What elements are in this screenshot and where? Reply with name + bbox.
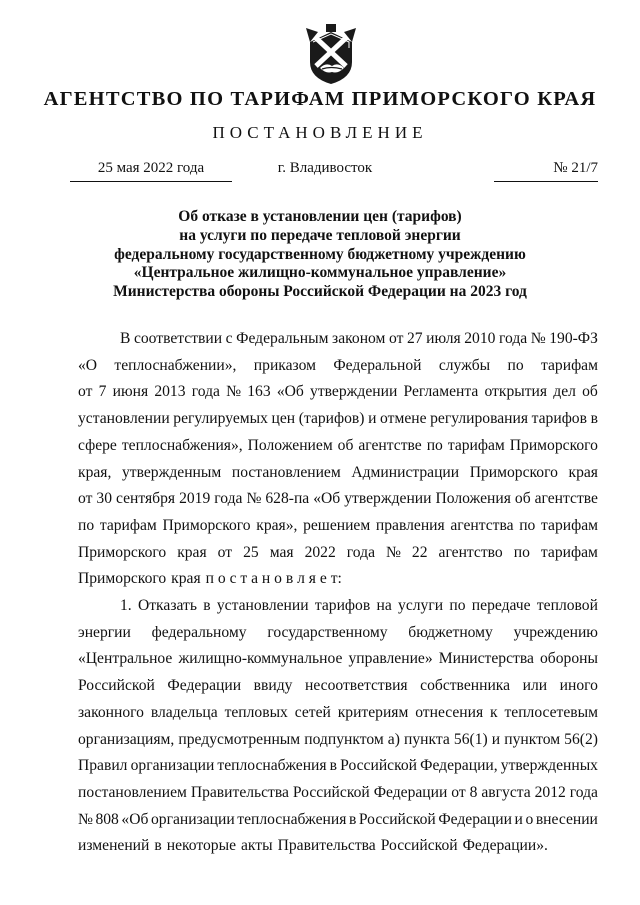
body-line [78,353,598,380]
body-word: изменений [78,837,150,855]
body-word: Федерации [438,810,512,828]
document-date: 25 мая 2022 года [70,160,232,182]
body-line [78,460,598,487]
body-line [78,700,598,727]
body-line [78,433,598,460]
body-word: владельца [150,703,218,721]
body-word: 22 [411,543,428,561]
body-word: края [171,570,201,588]
body-word: несоответствия [305,677,408,695]
body-word: № [226,383,242,401]
body-word: года [569,783,598,801]
body-word: Приморского [469,463,558,481]
body-word: № [246,490,262,508]
body-word: услуги [398,597,444,615]
body-word: года [346,543,375,561]
body-word: некоторые [166,837,236,855]
body-line [78,780,598,807]
body-word: теплоснабжения [237,810,347,828]
body-word: тарифам [541,516,598,534]
body-word: службы [438,356,491,374]
body-word: агентстве [358,436,422,454]
body-word: № [78,810,93,828]
body-word: по [507,356,524,374]
body-word: дел [553,383,576,401]
body-word: передаче [471,597,531,615]
body-word: теплоснабжения [217,757,327,775]
body-word: цен [271,410,296,428]
body-word: Министерства [438,650,534,668]
title-line: Об отказе в установлении цен (тарифов) [178,208,462,225]
body-word: тарифам [99,516,157,534]
coat-of-arms-icon [300,22,362,86]
body-word: по [513,543,530,561]
body-word: законного [78,703,144,721]
body-word: отмене [380,410,427,428]
body-word: законом [332,330,386,347]
body-word: 8 [469,783,478,801]
body-word: учреждению [513,623,598,641]
body-word: июля [426,330,461,347]
body-word: установлении [216,597,309,615]
body-line [78,326,598,353]
body-word: 56(2) [564,730,598,748]
body-line [78,727,598,754]
body-word: с [225,330,233,347]
body-word: регулирования [430,410,529,428]
body-word: регулируемых [173,410,268,428]
body-word: 1. [120,597,132,615]
body-line [78,753,598,780]
body-word: в [154,837,162,855]
body-word: по [519,516,536,534]
body-word: июня [112,383,149,401]
body-word: от [217,543,233,561]
body-word: 27 [406,330,423,347]
body-word: Правительства [190,783,289,801]
body-word: Положением [247,436,333,454]
body-word: по [449,597,466,615]
body-line [78,540,598,567]
body-word: Российской [380,837,458,855]
body-word: от [388,330,404,347]
body-word: тарифам [541,356,598,374]
title-line: «Центральное жилищно-коммунальное управление» [133,264,507,282]
body-word: агентства [450,516,514,534]
title-line: федеральному государственному бюджетному учреждению [114,245,526,263]
body-word: Правил [78,757,128,775]
body-word: к [490,703,498,721]
body-word: Федеральной [333,356,422,374]
body-word: организации [150,810,235,828]
body-word: в [203,597,211,615]
agency-name: АГЕНТСТВО ПО ТАРИФАМ ПРИМОРСКОГО КРАЯ [43,88,597,110]
body-word: В [120,330,131,347]
body-word: тарифам [540,543,598,561]
body-line [78,379,598,406]
body-word: в [329,757,338,775]
body-word: тарифов [531,410,587,428]
body-word: теплосетевым [504,703,598,721]
body-word: Администрации [351,463,460,481]
body-word: по [426,436,443,454]
body-word: «Центральное [78,650,173,668]
body-line [78,593,598,620]
body-word: приказом [253,356,316,374]
body-word: 2013 [154,383,186,401]
document-title [60,208,580,302]
body-word: об [514,490,531,508]
body-word: «Об [313,490,341,508]
body-word: № [530,330,546,347]
body-word: Положения [435,490,511,508]
document-city: г. Владивосток [277,160,373,176]
body-line [78,807,598,834]
body-word: Приморского [509,436,598,454]
body-word: края, [78,463,112,481]
body-word: (тарифов) [298,410,365,428]
body-line [78,673,598,700]
body-word: организации [130,757,215,775]
body-word: Российской [78,677,155,695]
body-word: Российской [340,757,418,775]
body-word: края [177,543,207,561]
body-word: п о с т а н о в л я е т: [205,570,342,588]
body-word: «О [78,356,98,374]
body-word: о [525,810,534,828]
body-word: от [78,490,93,508]
body-word: собственника [420,677,511,695]
body-word: Федерации [167,677,242,695]
body-word: 2019 [179,490,211,508]
body-word: тепловых [224,703,288,721]
body-word: соответствии [133,330,223,347]
body-word: акты [241,837,273,855]
body-word: по [78,516,95,534]
body-word: Российской [358,810,436,828]
body-word: решением [303,516,371,534]
body-word: управление» [348,650,433,668]
body-word: Приморского [78,570,167,588]
document-body [78,326,598,860]
body-word: отнесения [415,703,484,721]
body-word: государственному [267,623,388,641]
body-word: 7 [98,383,107,401]
body-word: а) [387,730,400,748]
body-word: агентство [438,543,503,561]
body-word: об [582,383,598,401]
body-word: теплоснабжении», [114,356,237,374]
body-word: критериям [337,703,409,721]
body-word: 2010 [464,330,496,347]
body-word: сентября [116,490,176,508]
body-word: Федеральным [236,330,329,347]
document-number: № 21/7 [494,160,598,182]
body-word: подпунктом [304,730,384,748]
body-word: и [491,730,501,748]
body-word: пункта [404,730,450,748]
body-word: 56(1) [453,730,488,748]
body-word: «Об [121,810,149,828]
body-word: Российской [292,783,370,801]
body-word: внесении [535,810,598,828]
body-word: агентстве [534,490,598,508]
body-word: предусмотренным [178,730,301,748]
body-word: утверждении [310,383,398,401]
body-word: об [337,436,354,454]
body-word: года [214,490,243,508]
body-line [78,646,598,673]
body-word: в [590,410,598,428]
body-word: и [514,810,523,828]
body-word: Федерации [373,783,448,801]
body-word: тарифам [447,436,505,454]
body-word: 2022 [304,543,336,561]
body-word: правления [375,516,445,534]
body-word: бюджетному [408,623,493,641]
body-word: организациям, [78,730,175,748]
body-word: Приморского [78,543,167,561]
body-word: и [368,410,377,428]
body-word: года [498,330,528,347]
body-word: жилищно-коммунальное [178,650,343,668]
body-word: установлении [78,410,170,428]
body-word: 628-па [265,490,310,508]
body-word: утвержденных [500,757,598,775]
body-word: года [191,383,220,401]
body-word: на [376,597,392,615]
body-word: Федерации». [462,837,548,855]
body-word: федеральному [151,623,247,641]
body-word: постановлением [78,783,187,801]
body-word: в [348,810,357,828]
body-line [78,486,598,513]
body-word: иного [559,677,598,695]
body-word: Регламента [403,383,479,401]
body-word: августа [481,783,531,801]
body-word: Приморского [162,516,251,534]
body-word: 25 [243,543,259,561]
body-word: от [78,383,93,401]
body-word: теплоснабжения», [121,436,243,454]
body-word: обороны [540,650,598,668]
body-word: или [522,677,548,695]
document-type: ПОСТАНОВЛЕНИЕ [212,123,428,142]
body-word: Федерации, [420,757,498,775]
title-line: Министерства обороны Российской Федерации на 2023 год [113,283,527,301]
body-line [78,833,598,860]
body-word: № [386,543,401,561]
title-line: на услуги по передаче тепловой энергии [179,226,461,244]
body-word: края [568,463,598,481]
body-word: сетей [294,703,331,721]
body-word: мая [269,543,294,561]
body-word: утверждении [344,490,432,508]
body-word: утвержденным [121,463,222,481]
body-line [78,513,598,540]
body-word: от [451,783,466,801]
body-word: 30 [96,490,112,508]
body-word: края», [256,516,298,534]
body-word: Отказать [137,597,197,615]
body-word: тепловой [536,597,598,615]
body-word: сфере [78,436,117,454]
body-line [78,566,598,593]
body-word: открытия [484,383,548,401]
body-word: Правительства [277,837,376,855]
body-word: пунктом [504,730,561,748]
body-word: постановлением [231,463,341,481]
body-word: 190-ФЗ [549,330,598,347]
body-word: ввиду [253,677,293,695]
body-word: 163 [247,383,271,401]
body-word: 2012 [534,783,566,801]
body-line [78,406,598,433]
body-word: «Об [276,383,304,401]
body-word: 808 [95,810,119,828]
body-word: энергии [78,623,131,641]
body-line [78,620,598,647]
body-word: тарифов [314,597,371,615]
